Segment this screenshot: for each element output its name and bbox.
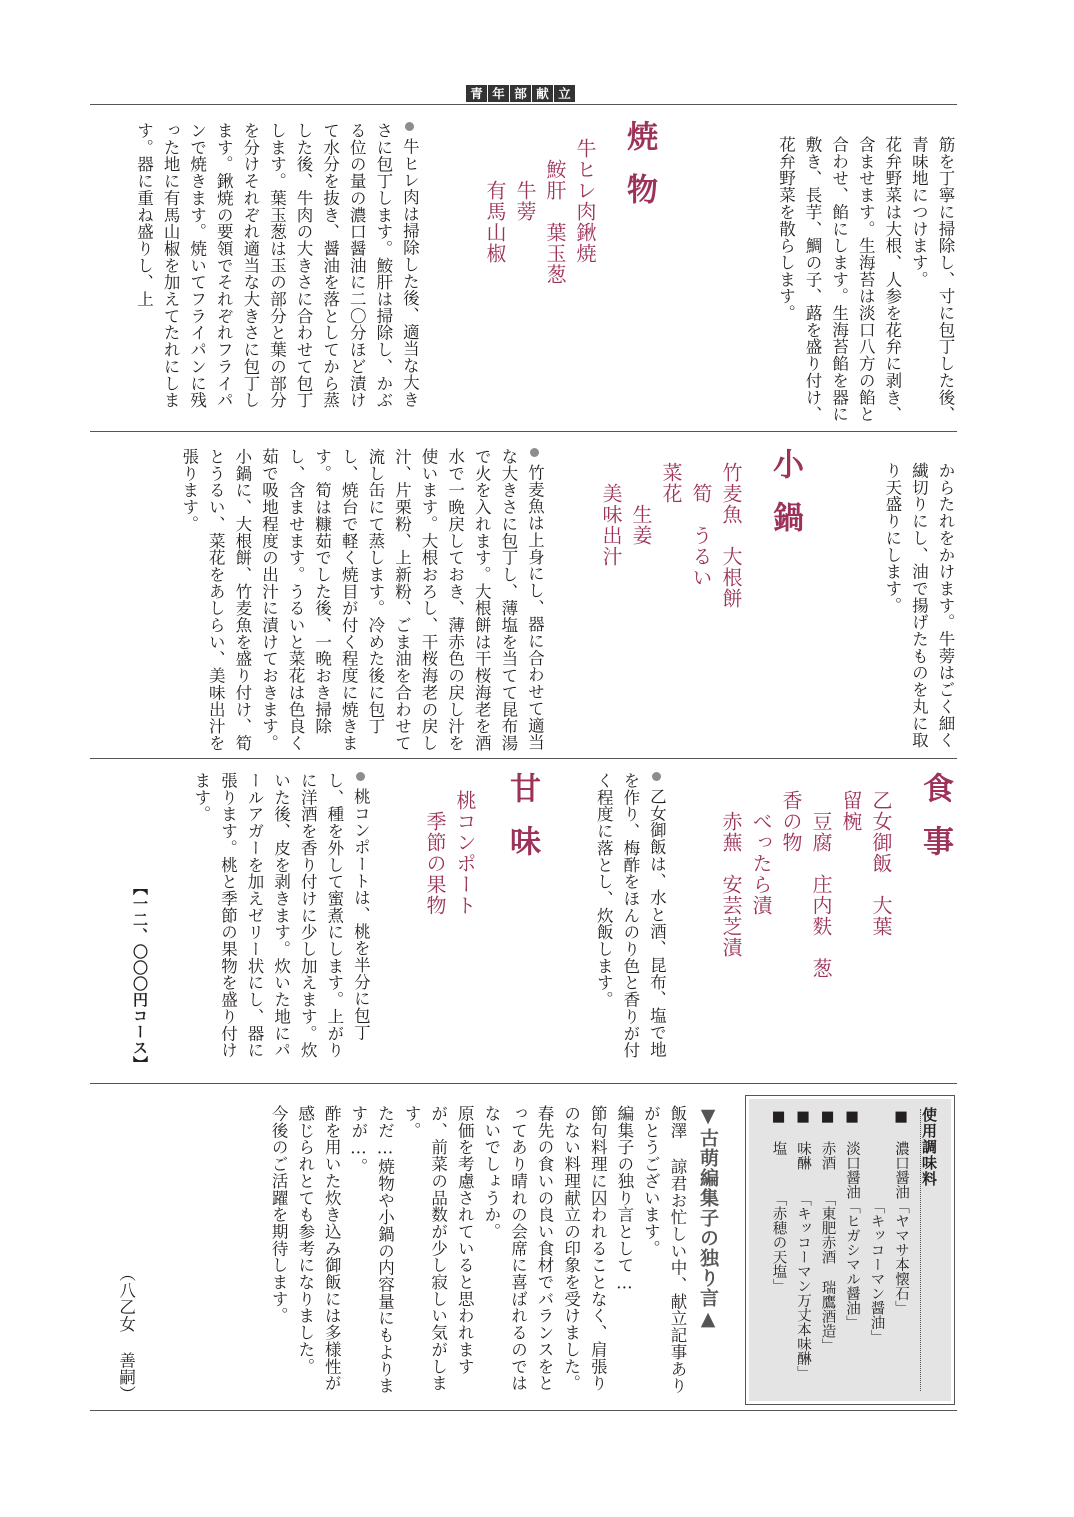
shokuji-text-block (596, 772, 696, 1072)
konabe-text-block (104, 448, 574, 752)
header-tag: 年 (488, 85, 509, 102)
header-tag: 献 (532, 85, 553, 102)
top-right-text: 筋を丁寧に掃除し、寸に包丁した後、青味地につけます。 花弁野菜は大根、人参を花弁に剥き、含ませます。生海苔は淡口八方の餡と合わせ、餡にします。生海苔餡を器に敷き、長芋、鯛の子、蕗を盛り付け、花弁野菜を散らします。 (776, 136, 955, 423)
kanmi-title: 甘味 (504, 772, 540, 878)
bullet-icon (652, 772, 661, 781)
header-tag: 立 (554, 85, 575, 102)
editor-title: ▼古萌編集子の独り言▲ (697, 1105, 719, 1331)
seasoning-list: ■ 濃口醤油「ヤマサ本懐石」 「キッコーマン醤油」 ■ 淡口醤油「ヒガシマル醤油」 ■ 赤酒 「東肥赤酒 瑞鷹酒造」 ■ 味醂 「キッコーマン万丈本味醂」 ■ 塩 「赤穂の天塩」 (766, 1109, 921, 1391)
seasoning-box (745, 1095, 955, 1405)
seasoning-title: 使用調味料 (920, 1107, 938, 1187)
shokuji-dishes: 乙女御飯 大葉 留椀 豆腐 庄内麩 葱 香の物 べったら漬 赤蕪 安芸芝漬 (719, 790, 893, 979)
konabe-title: 小鍋 (767, 448, 803, 554)
divider (90, 1410, 957, 1411)
shokuji-title: 食事 (917, 772, 953, 878)
shokuji-text: 乙女御飯は、水と酒、昆布、塩で地を作り、梅酢をほんのり色と香りが付く程度に落とし、炊飯します。 (594, 772, 667, 1059)
yakimono-text-block (104, 122, 449, 424)
course-price: 【一二、〇〇〇円コース】 (131, 880, 149, 1072)
seasoning-box-background (749, 1099, 951, 1401)
bullet-icon (405, 122, 414, 131)
section-header-tags (466, 85, 575, 102)
kanmi-text: 桃コンポートは、桃を半分に包丁し、種を外して蜜煮にします。上がりに洋酒を香り付けに少し加えます。炊いた後、皮を剥きます。炊いた地にパールアガーを加えゼリー状にし、器に張ります。桃と季節の果物を盛り付けます。 (191, 772, 371, 1059)
bullet-icon (356, 772, 365, 781)
header-tag: 青 (466, 85, 487, 102)
divider (90, 431, 957, 432)
konabe-dishes: 竹麦魚 大根餅 筍 うるい 菜花 生姜 美味出汁 (599, 462, 743, 609)
divider (90, 758, 957, 759)
kanmi-dishes: 桃コンポート 季節の果物 (423, 790, 477, 916)
konabe-text: 竹麦魚は上身にし、器に合わせて適当な大きさに包丁し、薄塩を当てて昆布湯で火を入れます。大根餅は干桜海老を酒水で一晩戻しておき、薄赤色の戻し汁を使います。大根おろし、干桜海老の戻し汁、片栗粉、上新粉、ごま油を合わせて流し缶にて蒸します。冷めた後に包丁し、焼台で軽く焼目が付く程度に焼きます。筍は糠茹でした後、一晩おき掃除し、含ませます。うるいと菜花は色良く茹で吸地程度の出汁に漬けておきます。小鍋に、大根餅、竹麦魚を盛り付け、筍とうるい、菜花をあしらい、美味出汁を張ります。 (179, 448, 545, 752)
yakimono-title: 焼物 (621, 120, 657, 226)
header-tag: 部 (510, 85, 531, 102)
bullet-icon (530, 448, 539, 457)
kanmi-text-block (190, 772, 400, 1072)
yakimono-dishes: 牛ヒレ肉鍬焼 鮟肝 葉玉葱 牛蒡 有馬山椒 (483, 138, 597, 285)
editor-signature: （八乙女 善嗣） (116, 1265, 136, 1403)
divider (90, 1083, 957, 1084)
editor-text: 飯澤 諒君お忙しい中、献立記事ありがとうございます。 編集子の独り言として… 節句料理に囚われることなく、肩張りのない料理献立の印象を受けました。 春先の食いの良い食材でバランスをとってあり晴れの会席に喜ばれるのではないでしょうか。 原価を考慮されていると思われますが、前菜の品数が少し寂しい気がします。 ただ…焼物や小鍋の内容量にもよりますが…。 酢を用いた炊き込み御飯には多様性が感じられとても参考になりました。 今後のご活躍を期待します。 (269, 1105, 687, 1394)
divider (90, 104, 957, 105)
yakimono-text: 牛ヒレ肉は掃除した後、適当な大きさに包丁します。鮟肝は掃除し、かぶる位の量の濃口醤油に二〇分ほど漬けて水分を抜き、醤油を落としてから蒸した後、牛肉の大きさに合わせて包丁します。葉玉葱は玉の部分と葉の部分を分けそれぞれ適当な大きさに包丁します。鍬焼の要領でそれぞれフライパンで焼きます。焼いてフライパンに残った地に有馬山椒を加えてたれにします。器に重ね盛りし、上 (134, 122, 420, 409)
middle-right-text: からたれをかけます。牛蒡はごく細く繊切りにし、油で揚げたものを丸に取り天盛りにします。 (882, 462, 955, 749)
